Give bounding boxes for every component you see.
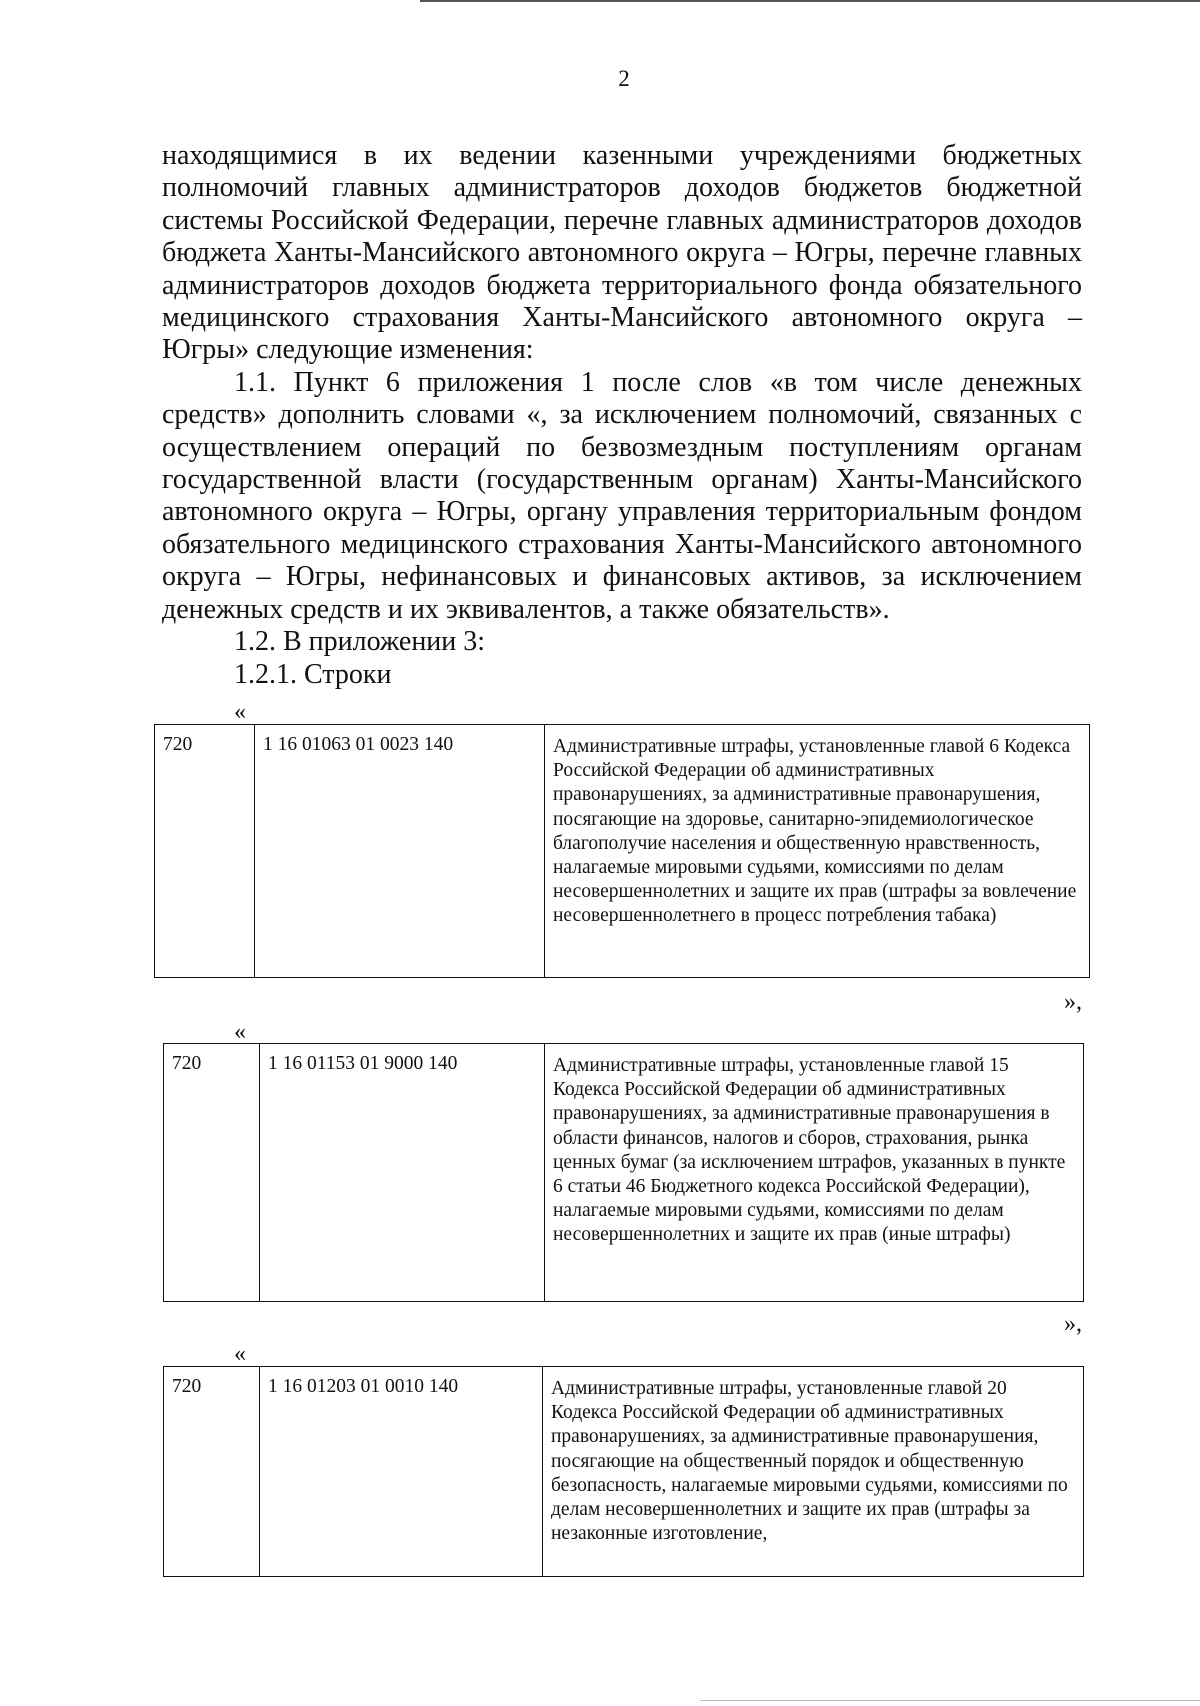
admin-code-cell: 720 bbox=[155, 725, 255, 978]
closing-quote-2: », bbox=[1064, 1311, 1082, 1337]
table-row bbox=[164, 1044, 1084, 1302]
document-body bbox=[162, 140, 1082, 691]
description-cell: Административные штрафы, установленные главой 20 Кодекса Российской Федерации об административных правонарушениях, за административные правонарушения, посягающие на общественный порядок и общественную безопасность, налагаемые мировыми судьями, комиссиями по делам несовершеннолетних и защите их прав (штрафы за незаконные изготовление, bbox=[543, 1367, 1084, 1577]
budget-row-table-2 bbox=[163, 1043, 1084, 1302]
top-rule bbox=[420, 0, 1200, 2]
kbk-code-cell: 1 16 01203 01 0010 140 bbox=[260, 1367, 543, 1577]
admin-code-cell: 720 bbox=[164, 1367, 260, 1577]
opening-quote-3: « bbox=[234, 1341, 246, 1367]
kbk-code-cell: 1 16 01153 01 9000 140 bbox=[260, 1044, 545, 1302]
bottom-rule bbox=[700, 1700, 1200, 1701]
description-cell: Административные штрафы, установленные главой 6 Кодекса Российской Федерации об административных правонарушениях, за административные правонарушения, посягающие на здоровье, санитарно-эпидемиологическое благополучие населения и общественную нравственность, налагаемые мировыми судьями, комиссиями по делам несовершеннолетних и защите их прав (штрафы за вовлечение несовершеннолетнего в процесс потребления табака) bbox=[545, 725, 1090, 978]
page-number: 2 bbox=[618, 66, 630, 91]
item-1-2-1-heading: 1.2.1. Строки bbox=[234, 658, 392, 690]
opening-quote-2: « bbox=[234, 1019, 246, 1045]
table-row bbox=[155, 725, 1090, 978]
budget-row-table-3 bbox=[163, 1366, 1084, 1577]
budget-row-table-1 bbox=[154, 724, 1090, 978]
item-1-1-paragraph: 1.1. Пункт 6 приложения 1 после слов «в том числе денежных средств» дополнить словами «, за исключением полномочий, связанных с осуществлением операций по безвозмездным поступлениям органам государственной власти (государственным органам) Ханты-Мансийского автономного округа – Югры, органу управления территориальным фондом обязательного медицинского страхования Ханты-Мансийского автономного округа – Югры, нефинансовых и финансовых активов, за исключением денежных средств и их эквивалентов, а также обязательств». bbox=[162, 366, 1082, 625]
closing-quote-1: », bbox=[1064, 989, 1082, 1015]
item-1-2-heading: 1.2. В приложении 3: bbox=[234, 626, 486, 658]
description-cell: Административные штрафы, установленные главой 15 Кодекса Российской Федерации об административных правонарушениях, за административные правонарушения в области финансов, налогов и сборов, страхования, рынка ценных бумаг (за исключением штрафов, указанных в пункте 6 статьи 46 Бюджетного кодекса Российской Федерации), налагаемые мировыми судьями, комиссиями по делам несовершеннолетних и защите их прав (иные штрафы) bbox=[545, 1044, 1084, 1302]
intro-paragraph: находящимися в их ведении казенными учреждениями бюджетных полномочий главных администраторов доходов бюджетов бюджетной системы Российской Федерации, перечне главных администраторов доходов бюджета Ханты-Мансийского автономного округа – Югры, перечне главных администраторов доходов бюджета территориального фонда обязательного медицинского страхования Ханты-Мансийского автономного округа – Югры» следующие изменения: bbox=[162, 140, 1082, 366]
kbk-code-cell: 1 16 01063 01 0023 140 bbox=[255, 725, 545, 978]
opening-quote-1: « bbox=[234, 699, 246, 725]
admin-code-cell: 720 bbox=[164, 1044, 260, 1302]
table-row bbox=[164, 1367, 1084, 1577]
